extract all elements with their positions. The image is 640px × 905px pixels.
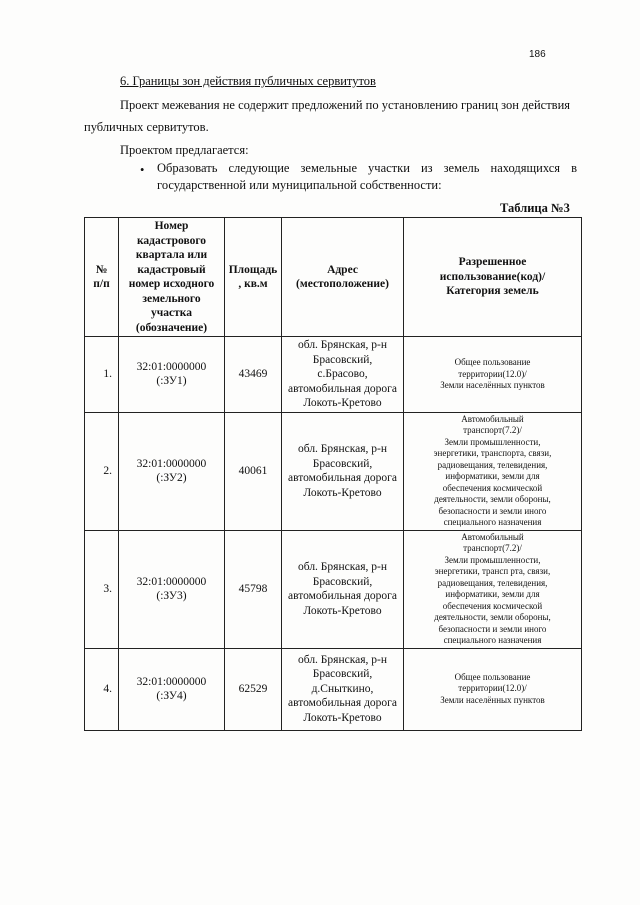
bullet-line-2: государственной или муниципальной собственности: [157,178,442,192]
cell-area: 43469 [225,337,282,413]
cell-cadastral [119,648,225,730]
bullet-line-1 [157,160,577,177]
cell-line: (:ЗУ4) [156,690,187,702]
bullet-word: из [420,161,433,175]
section-title: 6. Границы зон действия публичных сервитутов [120,74,376,88]
cell-line: Разрешенное [458,256,527,269]
cell-line: д.Сныткино, [311,682,374,695]
cell-line: (местоположение) [296,278,389,290]
cell-address [282,530,404,648]
cell-address [282,412,404,530]
cell-line: Локоть-Кретово [303,397,382,409]
header-usage [404,218,582,337]
table-row [85,530,582,648]
cell-line: обл. Брянская, р-н [298,339,387,351]
cell-line: безопасности и земли иного [438,623,547,634]
cell-line: Локоть-Кретово [303,486,382,499]
cell-line: специального назначения [443,635,542,645]
cell-line: Земли населённых пунктов [440,694,545,705]
cell-line: земельного [142,292,201,305]
cell-line: обеспечения космической [442,600,543,611]
bullet-icon: • [140,163,145,177]
cell-line: территории(12.0)/ [458,368,527,379]
cell-area: 40061 [225,412,282,530]
cell-line: радиовещания, телевидения, [437,459,548,470]
cell-line: Брасовский, [312,353,373,366]
cell-line: специального назначения [443,517,542,527]
cell-line: Автомобильный [461,413,524,424]
cell-line: 32:01:0000000 [136,575,207,588]
cell-number: 4. [85,648,119,730]
cell-line: энергетики, транспорта, связи, [433,448,552,458]
table-body [85,337,582,731]
bullet-word: участки [368,161,410,175]
cell-line: обл. Брянская, р-н [298,653,387,666]
bullet-word: в [571,161,577,175]
header-cadastral [119,218,225,337]
cell-cadastral [119,337,225,413]
paragraph-2: Проектом предлагается: [120,143,249,157]
cell-line: 32:01:0000000 [136,457,207,470]
cell-line: территории(12.0)/ [458,683,527,694]
cell-usage [404,530,582,648]
table-header-row [85,218,582,337]
cell-line: Общее пользование [454,671,531,682]
cell-line: № [95,263,108,276]
cell-line: деятельности, земли обороны, [434,494,551,504]
cell-line: автомобильная дорога [287,697,397,710]
cell-line: Номер [154,220,189,232]
cell-line: информатики, земли для [445,471,540,481]
cell-line: Брасовский, [312,575,373,588]
cell-line: Категория земель [446,285,539,298]
cell-line: Локоть-Кретово [303,604,382,617]
header-area [225,218,282,337]
cell-line: , кв.м [238,278,268,290]
cell-line: транспорт(7.2)/ [463,543,522,553]
cell-line: обеспечения космической [442,482,543,493]
cell-number: 1. [85,337,119,413]
cell-line: Брасовский, [312,668,373,681]
cell-line: участка [151,307,192,319]
cell-line: Земли промышленности, [444,436,541,447]
cell-line: Автомобильный [461,531,524,542]
cell-line: Брасовский, [312,457,373,470]
cell-area: 45798 [225,530,282,648]
bullet-word: находящихся [490,161,561,175]
cell-line: (:ЗУ1) [156,375,187,388]
cell-line: энергетики, трансп рта, связи, [434,566,551,576]
table-row [85,337,582,413]
header-address [282,218,404,337]
cell-line: кадастрового [136,234,207,247]
cell-line: квартала или [135,249,208,261]
cell-line: Локоть-Кретово [303,711,382,724]
table-row [85,648,582,730]
cell-usage [404,412,582,530]
header-number [85,218,119,337]
cell-usage [404,648,582,730]
page-number: 186 [529,49,546,60]
cell-line: 32:01:0000000 [136,675,207,688]
cell-line: безопасности и земли иного [438,505,547,516]
cell-usage [404,337,582,413]
bullet-word: земельные [300,161,358,175]
cell-address [282,337,404,413]
cell-line: деятельности, земли обороны, [434,612,551,622]
cell-line: Общее пользование [454,357,531,367]
cell-line: информатики, земли для [445,589,540,599]
cell-line: (:ЗУ2) [156,472,187,484]
cell-cadastral [119,412,225,530]
bullet-word: Образовать [157,161,218,175]
cell-line: (обозначение) [135,321,208,334]
land-plots-table [84,217,582,731]
cell-line: п/п [93,278,110,290]
cell-line: Земли промышленности, [444,554,541,565]
cell-line: обл. Брянская, р-н [298,443,387,455]
bullet-text [157,160,577,194]
cell-line: (:ЗУ3) [156,590,187,602]
cell-area: 62529 [225,648,282,730]
paragraph-1-line-1: Проект межевания не содержит предложений по установлению границ зон действия [120,98,571,112]
cell-line: 32:01:0000000 [136,360,207,373]
cell-line: номер исходного [128,278,215,290]
cell-line: Площадь [228,263,278,276]
cell-line: радиовещания, телевидения, [437,577,548,588]
cell-line: автомобильная дорога [287,382,397,395]
bullet-word: следующие [228,161,290,175]
cell-line: автомобильная дорога [287,472,397,484]
cell-number: 3. [85,530,119,648]
cell-number: 2. [85,412,119,530]
cell-cadastral [119,530,225,648]
cell-line: транспорт(7.2)/ [463,425,522,435]
cell-line: кадастровый [137,263,206,276]
cell-line: с.Брасово, [317,368,368,380]
table-row [85,412,582,530]
cell-address [282,648,404,730]
paragraph-1-line-2: публичных сервитутов. [84,120,209,134]
table-label: Таблица №3 [500,201,570,215]
cell-line: использование(код)/ [439,270,546,283]
bullet-word: земель [443,161,480,175]
cell-line: Адрес [327,263,358,276]
cell-line: Земли населённых пунктов [440,380,545,390]
cell-line: обл. Брянская, р-н [298,561,387,573]
cell-line: автомобильная дорога [287,590,397,602]
